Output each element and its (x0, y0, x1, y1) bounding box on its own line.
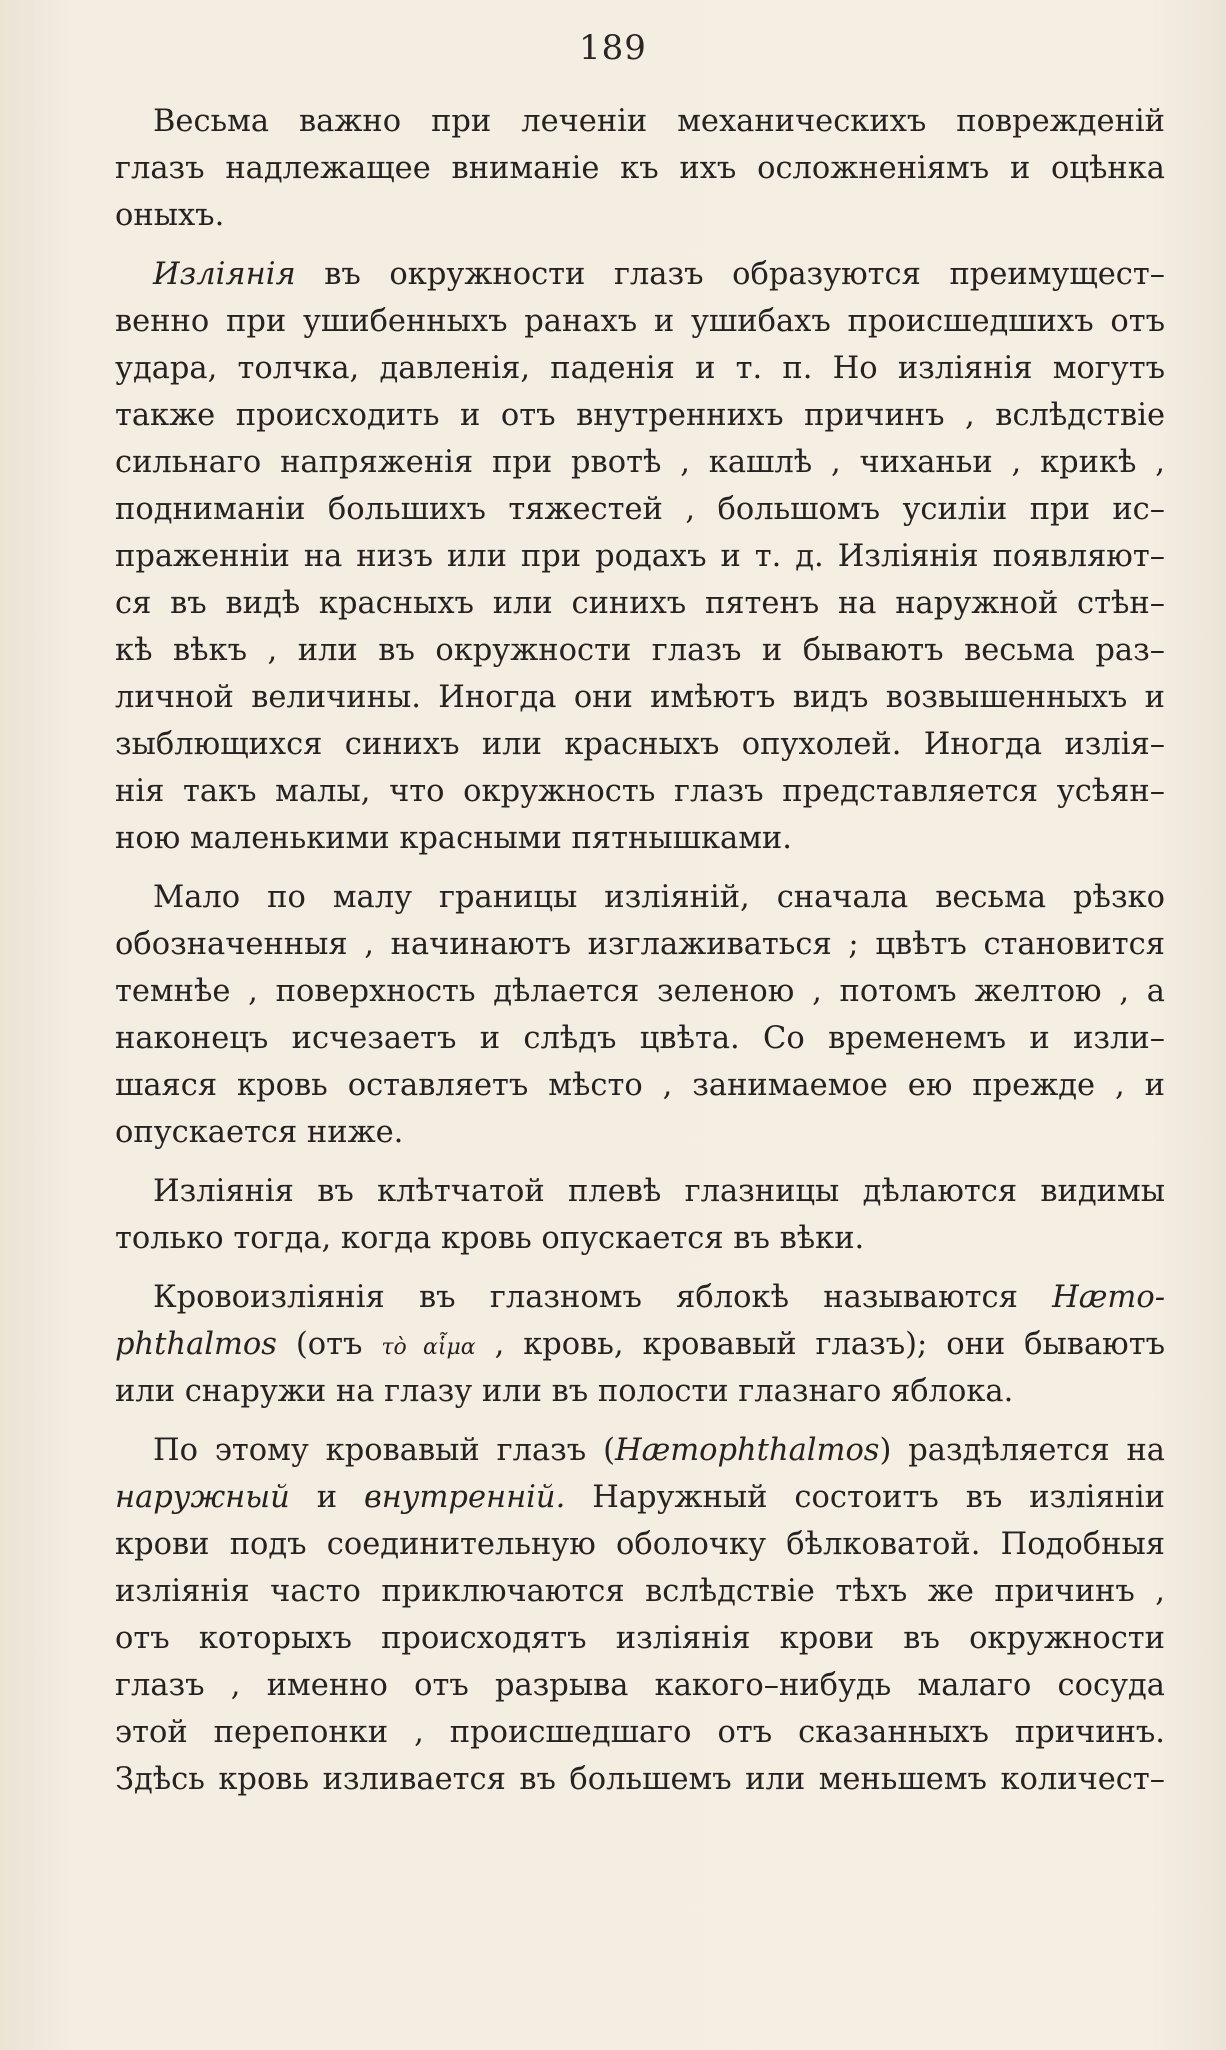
text-line: наконецъ исчезаетъ и слѣдъ цвѣта. Со временемъ и изли– (115, 1021, 1165, 1056)
text-run: Кровоизліянія въ глазномъ яблокѣ называются (153, 1280, 1053, 1315)
text-line: шаяся кровь оставляетъ мѣсто , занимаемое ею прежде , и (115, 1068, 1165, 1103)
text-run: По этому кровавый глазъ ( (153, 1433, 615, 1468)
text-line: удара, толчка, давленія, паденія и т. п. Но изліянія могутъ (115, 351, 1165, 386)
greek-term: τὸ αἷμα (381, 1335, 476, 1360)
text-line (115, 1274, 1165, 1321)
text-run: (отъ (276, 1327, 382, 1362)
italic-term: наружный (115, 1480, 290, 1515)
text-line (115, 1321, 1165, 1368)
paragraph-5 (115, 1274, 1165, 1415)
text-run: Наружный состоитъ въ изліяніи (565, 1480, 1165, 1515)
text-line: только тогда, когда кровь опускается въ вѣки. (115, 1221, 865, 1256)
text-line: ся въ видѣ красныхъ или синихъ пятенъ на наружной стѣн– (115, 586, 1165, 621)
text-line: крови подъ соединительную оболочку бѣлковатой. Подобныя (115, 1527, 1165, 1562)
italic-term: Hæmo- (1052, 1280, 1165, 1315)
text-line: нія такъ малы, что окружность глазъ представляется усѣян– (115, 774, 1165, 809)
text-line: изліянія часто приключаются вслѣдствіе тѣхъ же причинъ , (115, 1574, 1165, 1609)
text-run: и (289, 1480, 364, 1515)
text-line: также происходить и отъ внутреннихъ причинъ , вслѣдствіе (115, 398, 1165, 433)
italic-term: Hæmophthalmos (614, 1433, 880, 1468)
paragraph-1 (115, 98, 1165, 239)
page-number: 189 (579, 28, 647, 68)
body-text (115, 98, 1165, 1803)
text-line: сильнаго напряженія при рвотѣ , кашлѣ , чиханьи , крикѣ , (115, 445, 1165, 480)
text-line: Здѣсь кровь изливается въ большемъ или меньшемъ количест– (115, 1762, 1165, 1797)
italic-term: phthalmos (115, 1327, 277, 1362)
text-line: Изліянія въ клѣтчатой плевѣ глазницы дѣлаются видимы (153, 1174, 1165, 1209)
text-line: глазъ , именно отъ разрыва какого–нибудь малаго сосуда (115, 1668, 1165, 1703)
text-line: этой перепонки , происшедшаго отъ сказанныхъ причинъ. (115, 1715, 1165, 1750)
paragraph-6 (115, 1427, 1165, 1803)
text-run: , кровь, кровавый глазъ); они бываютъ (475, 1327, 1165, 1362)
text-line: оныхъ. (115, 198, 225, 233)
text-line: опускается ниже. (115, 1115, 404, 1150)
paragraph-2 (115, 251, 1165, 862)
text-run: ) раздѣляется на (879, 1433, 1165, 1468)
text-line: ною маленькими красными пятнышками. (115, 821, 792, 856)
text-line: темнѣе , поверхность дѣлается зеленою , потомъ желтою , а (115, 974, 1165, 1009)
text-line: обозначенныя , начинаютъ изглаживаться ; цвѣтъ становится (115, 927, 1165, 962)
text-line: кѣ вѣкъ , или въ окружности глазъ и бываютъ весьма раз– (115, 633, 1165, 668)
text-line (115, 1427, 1165, 1474)
text-line: отъ которыхъ происходятъ изліянія крови въ окружности (115, 1621, 1165, 1656)
text-line: Весьма важно при леченіи механическихъ поврежденій (153, 104, 1165, 139)
text-run: въ окружности глазъ образуются преимущест– (295, 257, 1165, 292)
text-line: подниманіи большихъ тяжестей , большомъ усиліи при ис– (115, 492, 1165, 527)
paragraph-3 (115, 874, 1165, 1156)
text-line: праженніи на низъ или при родахъ и т. д. Изліянія появляют– (115, 539, 1165, 574)
text-line: глазъ надлежащее вниманіе къ ихъ осложненіямъ и оцѣнка (115, 151, 1165, 186)
text-line (115, 1474, 1165, 1521)
text-line: или снаружи на глазу или въ полости глазнаго яблока. (115, 1374, 1014, 1409)
italic-term: внутренній. (363, 1480, 566, 1515)
text-line: зыблющихся синихъ или красныхъ опухолей. Иногда излія– (115, 727, 1165, 762)
text-line: венно при ушибенныхъ ранахъ и ушибахъ происшедшихъ отъ (115, 304, 1165, 339)
text-line: личной величины. Иногда они имѣютъ видъ возвышенныхъ и (115, 680, 1165, 715)
text-line: Мало по малу границы изліяній, сначала весьма рѣзко (153, 880, 1165, 915)
italic-term: Изліянія (153, 257, 296, 292)
paragraph-4 (115, 1168, 1165, 1262)
text-line (115, 251, 1165, 298)
